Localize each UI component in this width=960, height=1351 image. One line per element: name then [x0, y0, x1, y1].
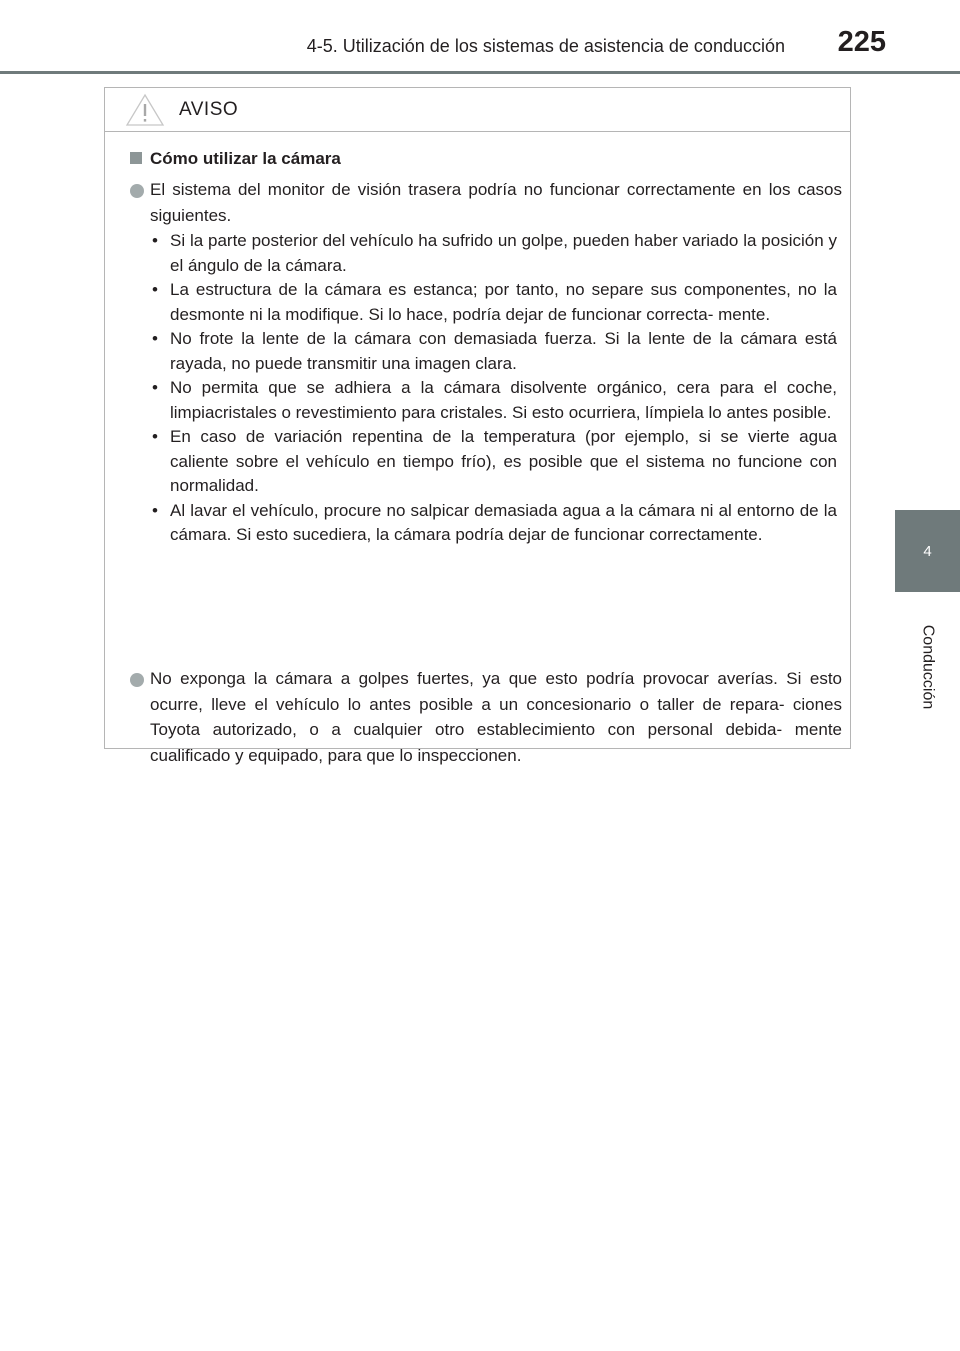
subpoint-item — [150, 229, 837, 278]
section-heading-text: Cómo utilizar la cámara — [150, 149, 341, 168]
chapter-tab — [895, 510, 960, 592]
dot-bullet-icon: • — [152, 500, 158, 520]
point-2-text: No exponga la cámara a golpes fuertes, ya que esto podría provocar averías. Si esto ocurre, lleve el vehículo lo antes posible a un concesionario o taller de repara- ciones Toyota autorizado, o a cualquier otro establecimiento con personal debida- mente cualificado y equipado, para que lo inspeccionen. — [150, 669, 842, 765]
subpoint-list — [150, 229, 837, 548]
subpoint-text: Al lavar el vehículo, procure no salpicar demasiada agua a la cámara ni al entorno de la cámara. Si esto sucediera, la cámara podría dejar de funcionar correctamente. — [170, 500, 837, 544]
subpoint-item — [150, 499, 837, 548]
dot-bullet-icon: • — [152, 378, 158, 397]
subpoint-text: Si la parte posterior del vehículo ha sufrido un golpe, pueden haber variado la posición y el ángulo de la cámara. — [170, 231, 837, 275]
dot-bullet-icon: • — [152, 329, 158, 348]
dot-bullet-icon: • — [152, 427, 158, 446]
notice-title: AVISO — [179, 99, 239, 120]
dot-bullet-icon: • — [152, 231, 158, 250]
header-section-title: 4-5. Utilización de los sistemas de asistencia de conducción — [306, 36, 785, 56]
warning-notice-box — [104, 87, 851, 765]
subpoint-item — [150, 425, 837, 499]
notice-header — [105, 88, 850, 132]
section-heading — [130, 149, 341, 169]
warning-triangle-icon — [125, 93, 165, 132]
circle-bullet-icon — [130, 673, 144, 687]
subpoint-item — [150, 327, 837, 376]
point-1-text: El sistema del monitor de visión trasera podría no funcionar correctamente en los casos siguientes. — [150, 180, 842, 225]
subpoint-item — [150, 376, 837, 425]
subpoint-text: No frote la lente de la cámara con demasiada fuerza. Si la lente de la cámara está rayada, no puede transmitir una imagen clara. — [170, 329, 837, 373]
chapter-label: Conducción — [919, 624, 937, 710]
subpoint-text: La estructura de la cámara es estanca; por tanto, no separe sus componentes, no la desmonte ni la modifique. Si lo hace, podría dejar de funcionar correcta- mente. — [170, 280, 837, 324]
subpoint-item — [150, 278, 837, 327]
subpoint-text: No permita que se adhiera a la cámara disolvente orgánico, cera para el coche, limpiacristales o revestimiento para cristales. Si esto ocurriera, límpiela lo antes posible. — [170, 378, 837, 422]
dot-bullet-icon: • — [152, 280, 158, 299]
page-number: 225 — [837, 26, 886, 58]
chapter-number: 4 — [923, 542, 932, 560]
side-tab-spacer — [895, 74, 960, 510]
chapter-label-container — [895, 592, 960, 742]
subpoint-text: En caso de variación repentina de la temperatura (por ejemplo, si se vierte agua caliente sobre el vehículo en tiempo frío), es posible que el sistema no funcione con normalidad. — [170, 427, 837, 495]
square-bullet-icon — [130, 152, 142, 164]
circle-bullet-icon — [130, 184, 144, 198]
header-rule — [0, 71, 960, 74]
